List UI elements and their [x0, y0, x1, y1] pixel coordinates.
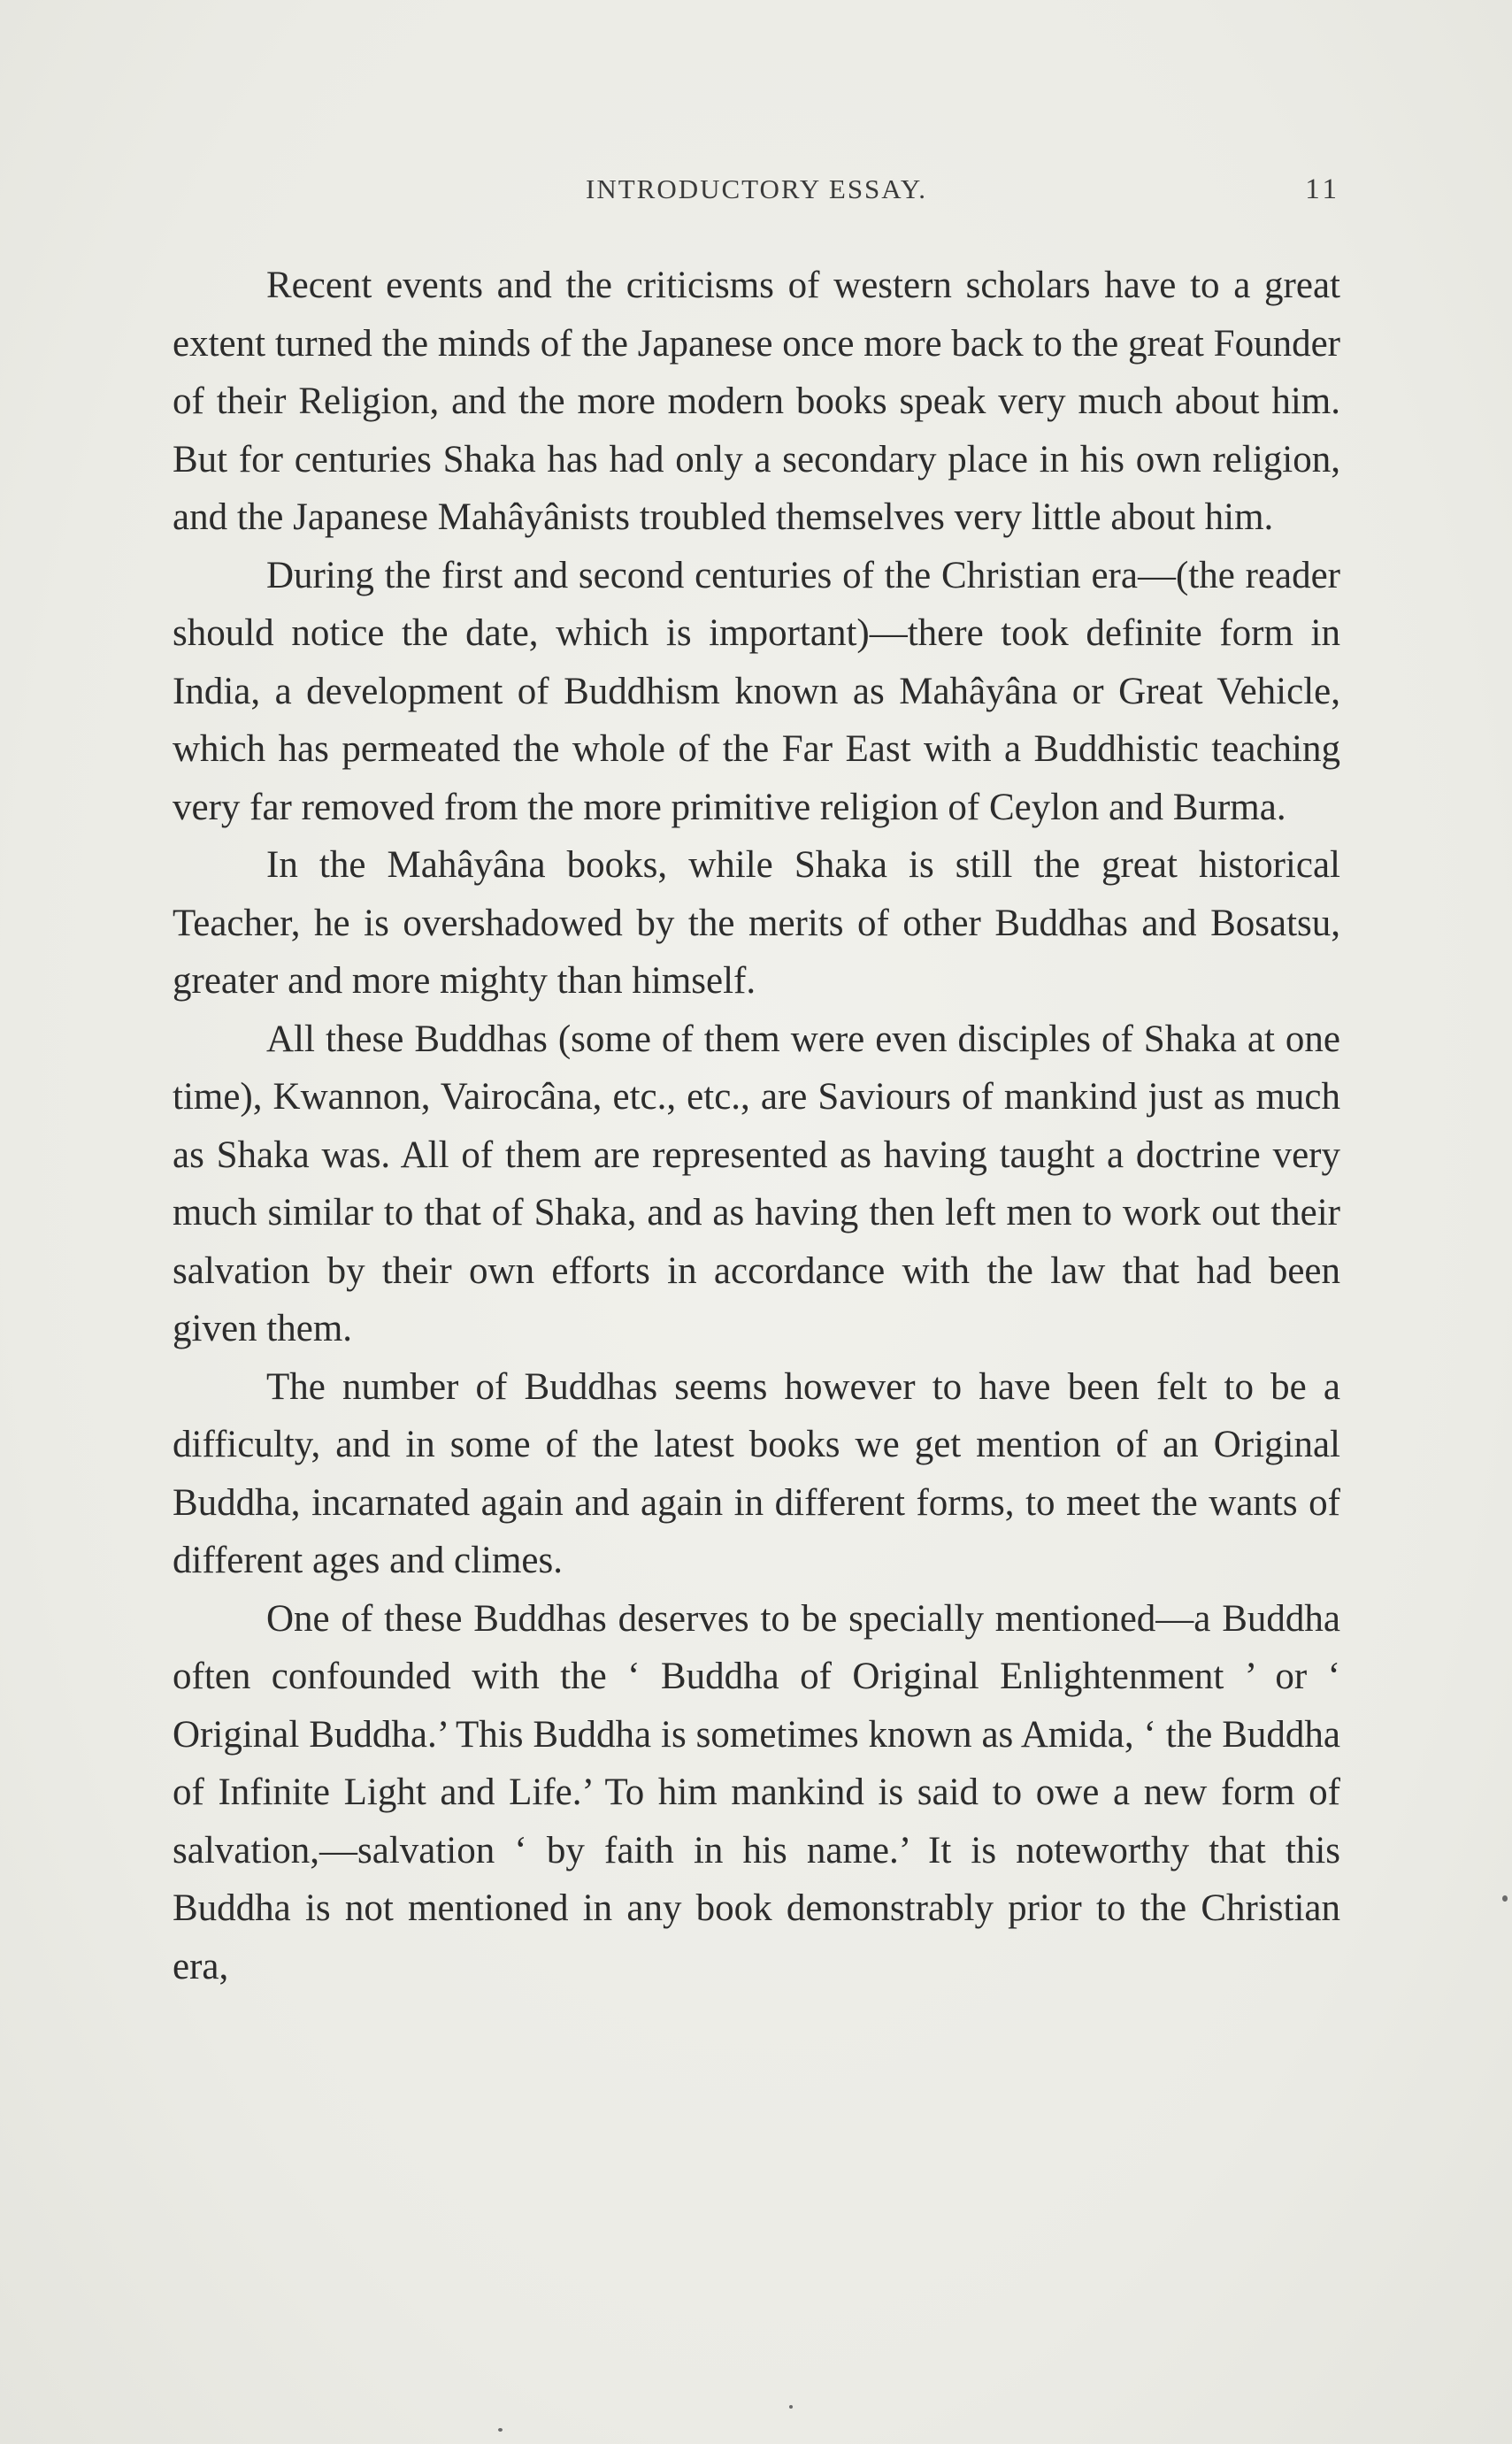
- paragraph: The number of Buddhas seems however to have been felt to be a difficulty, and in some of the latest books we get mention of an Original Buddha, incarnated again and again in different forms, to meet the wants of different ages and climes.: [173, 1365, 1340, 1581]
- ink-speck: [498, 2428, 503, 2432]
- paragraph: During the first and second centuries of the Christian era—(the reader should notice the date, which is important)—there took definite form in India, a development of Buddhism known as Mahâyâna or Great Vehicle, which has permeated the whole of the Far East with a Buddhistic teaching very far removed from the more primitive religion of Ceylon and Burma.: [173, 554, 1340, 828]
- ink-speck: [789, 2405, 793, 2409]
- page-number: 11: [1305, 173, 1340, 205]
- ink-speck: [1502, 1895, 1508, 1902]
- body-text: [173, 257, 1340, 1995]
- paragraph: All these Buddhas (some of them were even disciples of Shaka at one time), Kwannon, Vairocâna, etc., etc., are Saviours of mankind just as much as Shaka was. All of them are represented as having taught a doctrine very much similar to that of Shaka, and as having then left men to work out their salvation by their own efforts in accordance with the law that had been given them.: [173, 1018, 1340, 1349]
- paragraph: In the Mahâyâna books, while Shaka is still the great historical Teacher, he is overshadowed by the merits of other Buddhas and Bosatsu, greater and more mighty than himself.: [173, 844, 1340, 1002]
- paragraph: One of these Buddhas deserves to be specially mentioned—a Buddha often confounded with the ‘ Buddha of Original Enlightenment ’ or ‘ Original Buddha.’ This Buddha is sometimes known as Amida, ‘ the Buddha of Infinite Light and Life.’ To him mankind is said to owe a new form of salvation,—salvation ‘ by faith in his name.’ It is noteworthy that this Buddha is not mentioned in any book demonstrably prior to the Christian era,: [173, 1597, 1340, 1987]
- running-title: INTRODUCTORY ESSAY.: [586, 173, 927, 204]
- running-head: [173, 173, 1340, 218]
- paragraph: Recent events and the criticisms of western scholars have to a great extent turned the minds of the Japanese once more back to the great Founder of their Religion, and the more modern books speak very much about him. But for centuries Shaka has had only a secondary place in his own religion, and the Japanese Mahâyânists troubled themselves very little about him.: [173, 265, 1340, 538]
